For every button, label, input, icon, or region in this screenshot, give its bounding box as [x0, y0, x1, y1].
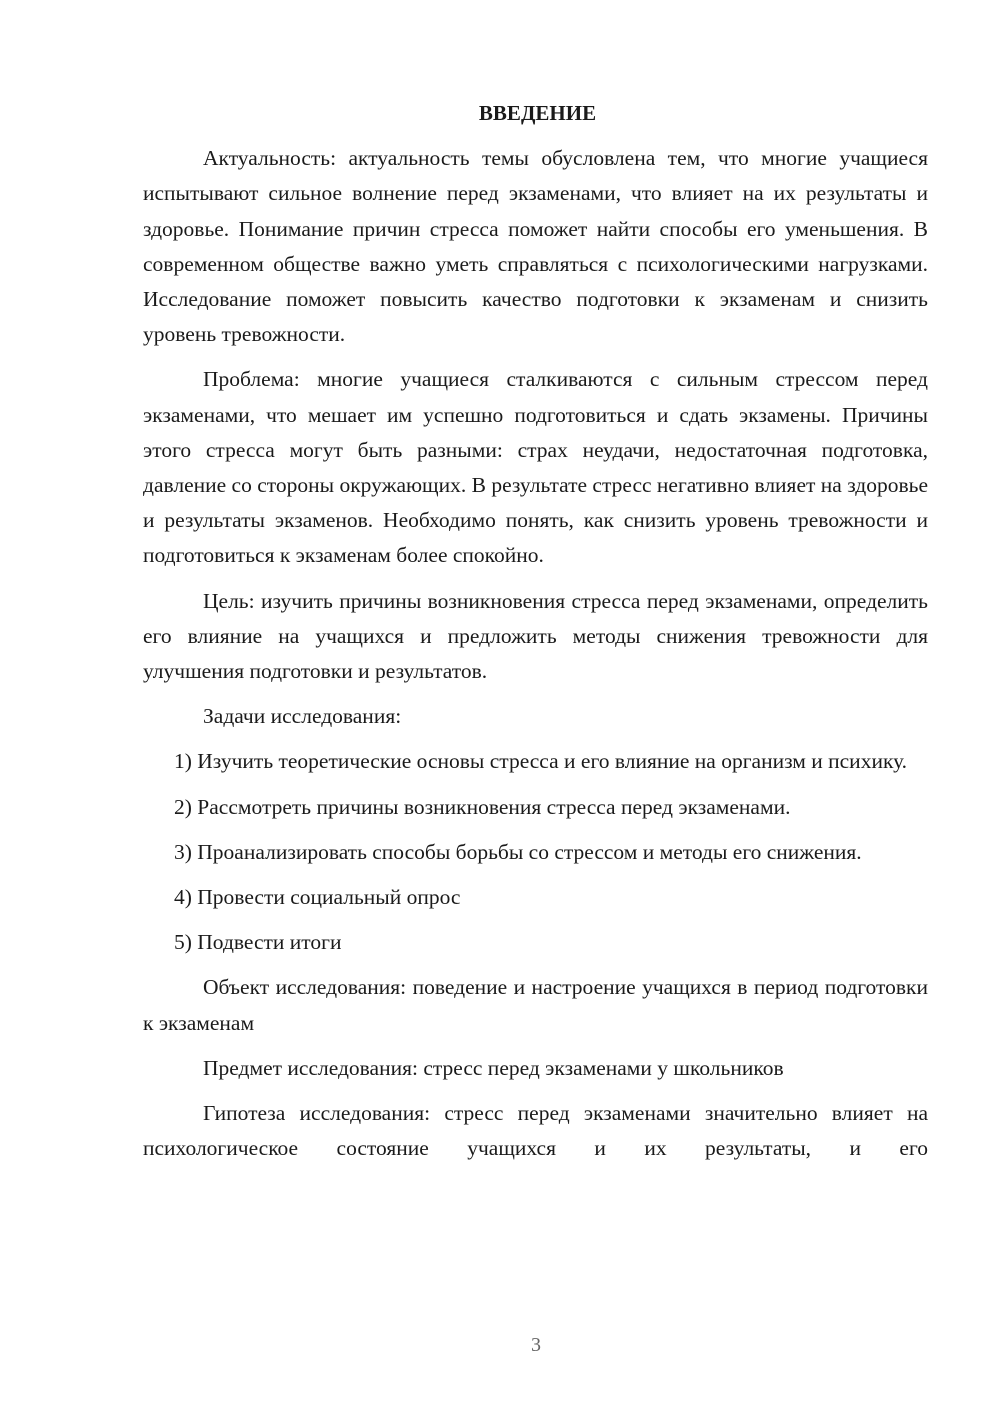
paragraph-tasks-intro: Задачи исследования: [203, 704, 402, 729]
paragraph-hypothesis: Гипотеза исследования: стресс перед экзаменами значительно влияет на психологическое состояние учащихся и их результаты, и его [143, 1101, 928, 1161]
document-body [143, 96, 928, 1176]
paragraph-subject: Предмет исследования: стресс перед экзаменами у школьников [203, 1055, 784, 1080]
paragraph-goal: Цель: изучить причины возникновения стресса перед экзаменами, определить его влияние на учащихся и предложить методы снижения тревожности для улучшения подготовки и результатов. [143, 588, 928, 684]
task-item-3: 3) Проанализировать способы борьбы со стрессом и методы его снижения. [174, 839, 862, 864]
task-item-2: 2) Рассмотреть причины возникновения стресса перед экзаменами. [174, 794, 791, 819]
page-number: 3 [531, 1334, 541, 1356]
section-heading: ВВЕДЕНИЕ [478, 101, 597, 125]
paragraph-relevance: Актуальность: актуальность темы обусловлена тем, что многие учащиеся испытывают сильное волнение перед экзаменами, что влияет на их результаты и здоровье. Понимание причин стресса поможет найти способы его уменьшения. В современном обществе важно уметь справляться с психологическими нагрузками. Исследование поможет повысить качество подготовки к экзаменам и снизить уровень тревожности. [143, 146, 928, 347]
task-item-1: 1) Изучить теоретические основы стресса и его влияние на организм и психику. [174, 749, 908, 774]
task-item-5: 5) Подвести итоги [174, 930, 342, 955]
paragraph-problem: Проблема: многие учащиеся сталкиваются с сильным стрессом перед экзаменами, что мешает им успешно подготовиться и сдать экзамены. Причины этого стресса могут быть разными: страх неудачи, недостаточная подготовка, давление со стороны окружающих. В результате стресс негативно влияет на здоровье и результаты экзаменов. Необходимо понять, как снизить уровень тревожности и подготовиться к экзаменам более спокойно. [143, 367, 928, 568]
paragraph-object: Объект исследования: поведение и настроение учащихся в период подготовки к экзаменам [143, 975, 928, 1035]
task-item-4: 4) Провести социальный опрос [174, 885, 461, 910]
